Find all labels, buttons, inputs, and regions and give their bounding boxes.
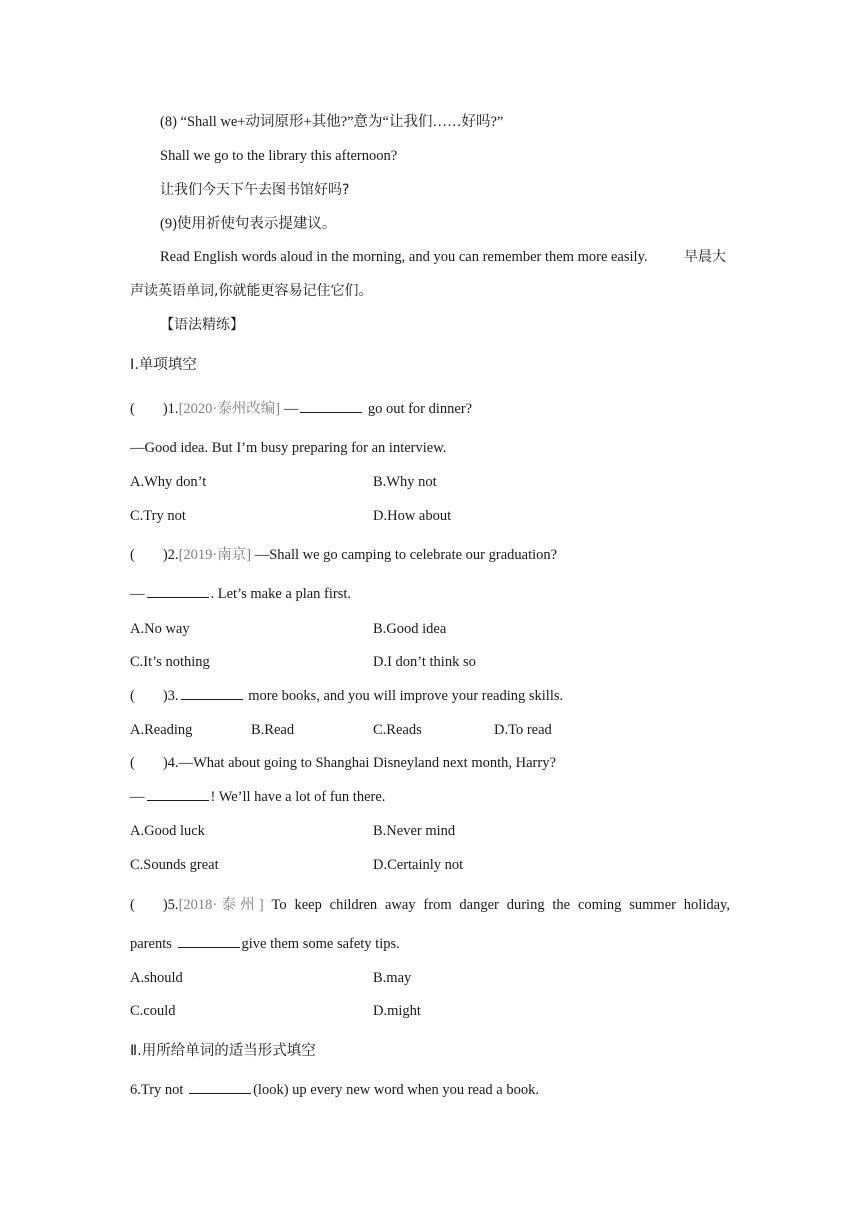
- question-5-line2: [130, 934, 400, 954]
- question-text: more books, and you will improve your reading skills.: [248, 688, 564, 704]
- reply-text: . Let’s make a plan first.: [210, 586, 352, 602]
- question-4-stem: [130, 753, 556, 773]
- option-d: D.How about: [373, 508, 452, 524]
- note-9-heading: (9)使用祈使句表示提建议。: [160, 216, 337, 232]
- dash: —: [283, 401, 299, 417]
- option-a: A.No way: [130, 621, 190, 637]
- note-9-example-cn: 声读英语单词,你就能更容易记住它们。: [130, 283, 373, 299]
- answer-paren: (: [130, 547, 135, 563]
- question-text: 6.Try not: [130, 1082, 184, 1098]
- answer-paren: (: [130, 688, 135, 704]
- question-number: )5.: [162, 897, 179, 913]
- answer-paren: (: [130, 897, 135, 913]
- question-text-continued: parents: [130, 936, 172, 952]
- option-b: B.Read: [251, 722, 295, 738]
- question-text: —Shall we go camping to celebrate our graduation?: [254, 547, 558, 563]
- answer-blank: [181, 687, 243, 700]
- option-a: A.Why don’t: [130, 474, 207, 490]
- option-d: D.I don’t think so: [373, 654, 476, 670]
- question-text: To keep children away from danger during the coming summer holiday,: [271, 897, 730, 913]
- question-text: go out for dinner?: [367, 401, 473, 417]
- question-source: [2019·南京]: [178, 547, 252, 563]
- question-2-reply: [130, 584, 351, 604]
- question-number: )1.: [162, 401, 179, 417]
- question-number: )3.: [162, 688, 179, 704]
- answer-blank: [147, 788, 209, 801]
- option-a: A.Good luck: [130, 823, 205, 839]
- option-c: C.Reads: [373, 722, 422, 738]
- question-5-stem: [130, 895, 730, 915]
- dash: —: [130, 586, 145, 602]
- section-1-title: Ⅰ.单项填空: [130, 357, 197, 373]
- option-a: A.should: [130, 970, 183, 986]
- note-9-example-en: [160, 247, 648, 267]
- option-b: B.Never mind: [373, 823, 456, 839]
- question-4-reply: [130, 787, 385, 807]
- question-source: [2018·泰州]: [178, 897, 264, 913]
- answer-blank: [178, 935, 240, 948]
- answer-paren: (: [130, 401, 135, 417]
- option-d: D.Certainly not: [373, 857, 464, 873]
- option-a: A.Reading: [130, 722, 193, 738]
- question-text-end: (look) up every new word when you read a book.: [253, 1082, 539, 1098]
- answer-blank: [147, 585, 209, 598]
- option-c: C.Sounds great: [130, 857, 219, 873]
- section-2-title: Ⅱ.用所给单词的适当形式填空: [130, 1043, 316, 1059]
- reply-text: ! We’ll have a lot of fun there.: [210, 789, 386, 805]
- option-d: D.might: [373, 1003, 421, 1019]
- note-8-heading: (8) “Shall we+动词原形+其他?”意为“让我们……好吗?”: [160, 114, 504, 130]
- option-c: C.Try not: [130, 508, 186, 524]
- question-2-stem: [130, 545, 557, 565]
- option-c: C.could: [130, 1003, 176, 1019]
- answer-blank: [300, 400, 362, 413]
- dash: —: [130, 789, 145, 805]
- question-number: )2.: [162, 547, 179, 563]
- question-source: [2020·泰州改编]: [178, 401, 281, 417]
- note-8-example-en: Shall we go to the library this afternoon?: [160, 148, 398, 164]
- note-9-en-text: Read English words aloud in the morning, and you can remember them more easily.: [160, 249, 648, 265]
- question-text: —What about going to Shanghai Disneyland next month, Harry?: [178, 755, 556, 771]
- option-c: C.It’s nothing: [130, 654, 210, 670]
- option-d: D.To read: [494, 722, 552, 738]
- question-number: )4.: [162, 755, 179, 771]
- practice-title: 【语法精练】: [160, 317, 244, 333]
- question-1-reply: —Good idea. But I’m busy preparing for an interview.: [130, 440, 447, 456]
- question-text-end: give them some safety tips.: [241, 936, 400, 952]
- note-9-cn-part-a: 早晨大: [684, 249, 726, 265]
- answer-paren: (: [130, 755, 135, 771]
- question-6: [130, 1080, 539, 1100]
- note-8-example-cn: 让我们今天下午去图书馆好吗?: [160, 182, 350, 198]
- question-3-stem: [130, 686, 563, 706]
- option-b: B.Good idea: [373, 621, 447, 637]
- option-b: B.Why not: [373, 474, 437, 490]
- answer-blank: [189, 1081, 251, 1094]
- question-1-stem: [130, 399, 472, 419]
- option-b: B.may: [373, 970, 412, 986]
